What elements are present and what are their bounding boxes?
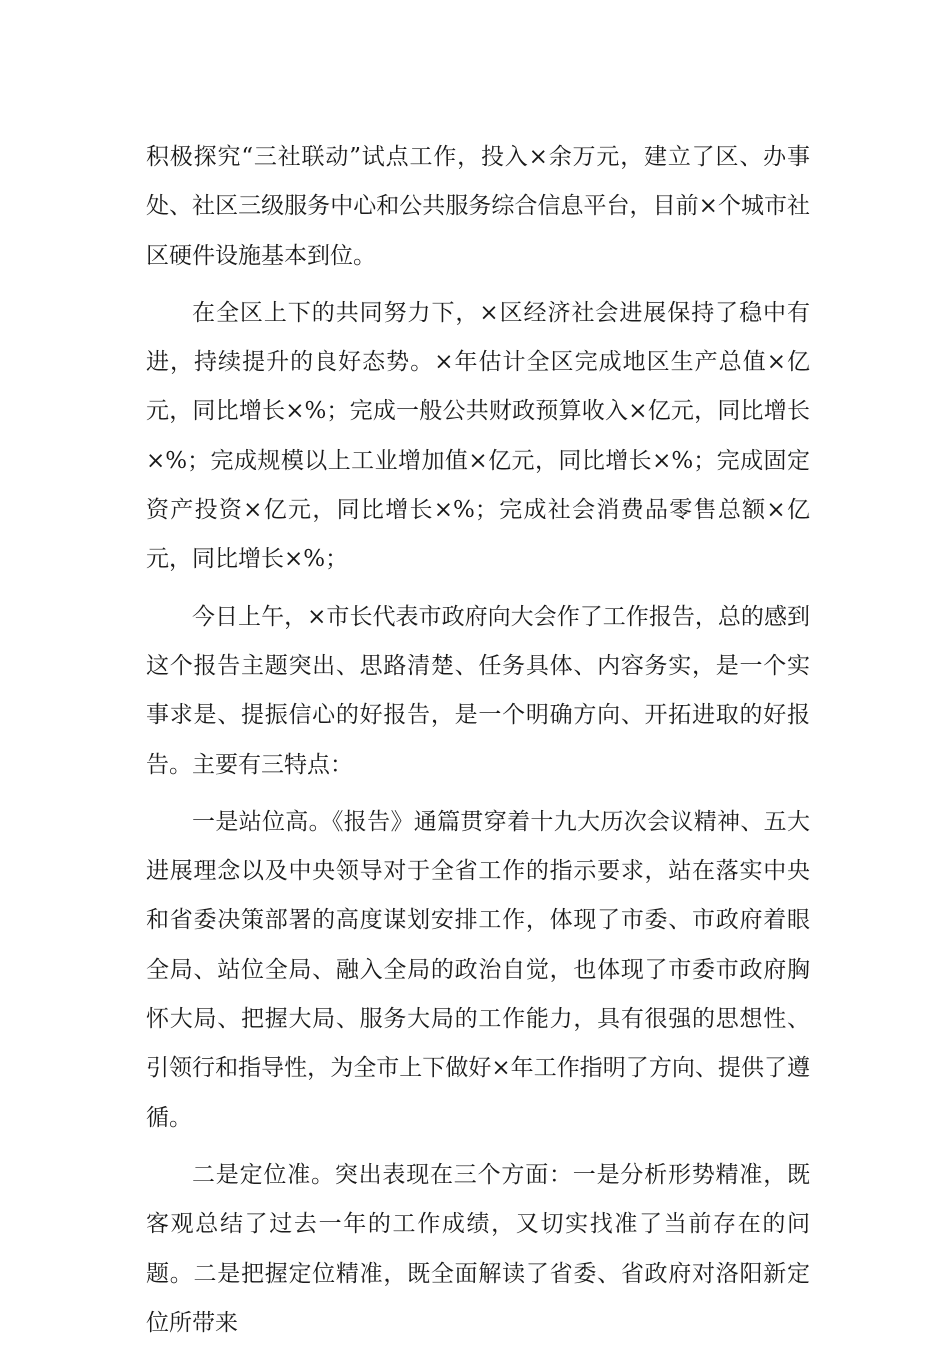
document-body <box>146 133 810 1356</box>
paragraph-5: 二是定位准。突出表现在三个方面：一是分析形势精准，既客观总结了过去一年的工作成绩，又切实找准了当前存在的问题。二是把握定位精准，既全面解读了省委、省政府对洛阳新定位所带来 <box>146 1161 810 1336</box>
paragraph-2: 在全区上下的共同努力下，×区经济社会进展保持了稳中有进，持续提升的良好态势。×年估计全区完成地区生产总值×亿元，同比增长×%；完成一般公共财政预算收入×亿元，同比增长×%；完成规模以上工业增加值×亿元，同比增长×%；完成固定资产投资×亿元，同比增长×%；完成社会消费品零售总额×亿元，同比增长×%； <box>146 299 810 573</box>
paragraph-4: 一是站位高。《报告》通篇贯穿着十九大历次会议精神、五大进展理念以及中央领导对于全省工作的指示要求，站在落实中央和省委决策部署的高度谋划安排工作，体现了市委、市政府着眼全局、站位全局、融入全局的政治自觉，也体现了市委市政府胸怀大局、把握大局、服务大局的工作能力，具有很强的思想性、引领行和指导性，为全市上下做好×年工作指明了方向、提供了遵循。 <box>146 808 810 1131</box>
paragraph-1: 积极探究“三社联动”试点工作，投入×余万元，建立了区、办事处、社区三级服务中心和公共服务综合信息平台，目前×个城市社区硬件设施基本到位。 <box>146 144 810 269</box>
paragraph-3: 今日上午，×市长代表市政府向大会作了工作报告，总的感到这个报告主题突出、思路清楚、任务具体、内容务实，是一个实事求是、提振信心的好报告，是一个明确方向、开拓进取的好报告。主要有三特点： <box>146 603 810 778</box>
